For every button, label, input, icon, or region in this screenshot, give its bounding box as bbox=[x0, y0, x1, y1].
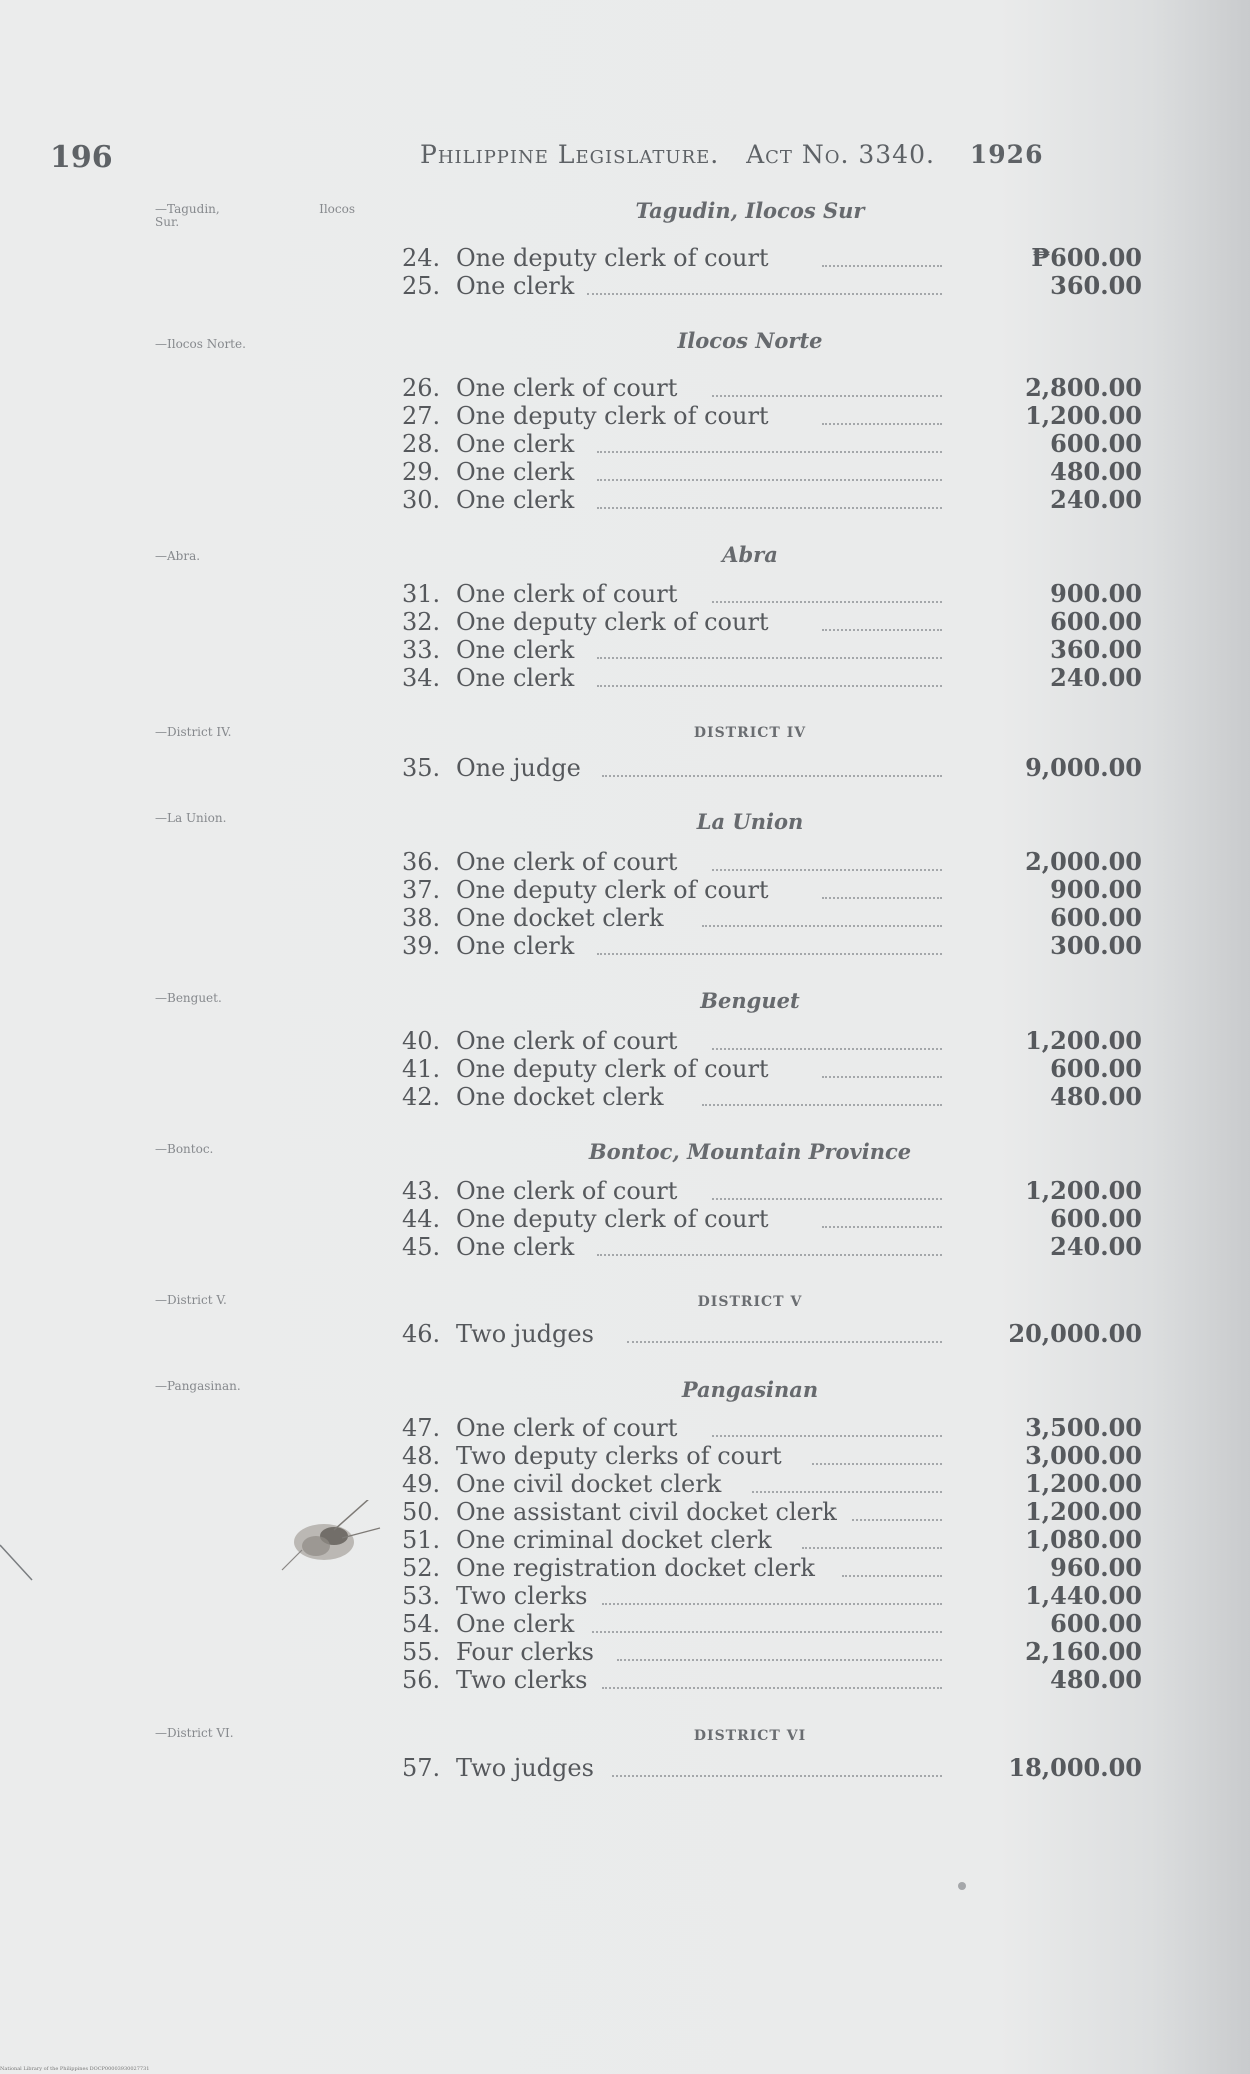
ink-spot bbox=[958, 1882, 966, 1890]
district-title-iv: DISTRICT IV bbox=[693, 725, 807, 741]
list-item: 54. One clerk 600.00 bbox=[402, 1609, 1142, 1638]
list-item: 52. One registration docket clerk 960.00 bbox=[402, 1553, 1142, 1582]
section-title-abra: Abra bbox=[722, 542, 778, 567]
district-title-vi: DISTRICT VI bbox=[693, 1728, 807, 1744]
margin-note-district-vi: —District VI. bbox=[155, 1726, 234, 1740]
insect-stain-icon bbox=[272, 1500, 382, 1580]
section-title-ilocos-norte: Ilocos Norte bbox=[677, 328, 823, 353]
edge-mark-icon bbox=[0, 1540, 40, 1590]
margin-note-tagudin-second: Sur. bbox=[155, 215, 180, 229]
section-title-tagudin: Tagudin, Ilocos Sur bbox=[635, 198, 865, 223]
list-item: 35. One judge 9,000.00 bbox=[402, 753, 1142, 782]
list-item: 25. One clerk 360.00 bbox=[402, 271, 1142, 300]
section-title-benguet: Benguet bbox=[700, 988, 800, 1013]
list-item: 41. One deputy clerk of court 600.00 bbox=[402, 1054, 1142, 1083]
list-item: 26. One clerk of court 2,800.00 bbox=[402, 373, 1142, 402]
district-title-v: DISTRICT V bbox=[697, 1294, 803, 1310]
list-item: 57. Two judges 18,000.00 bbox=[402, 1753, 1142, 1782]
margin-note-benguet: —Benguet. bbox=[155, 991, 222, 1005]
margin-note-la-union: —La Union. bbox=[155, 811, 227, 825]
running-head bbox=[420, 140, 1100, 169]
list-item: 30. One clerk 240.00 bbox=[402, 485, 1142, 514]
list-item: 33. One clerk 360.00 bbox=[402, 635, 1142, 664]
list-item: 42. One docket clerk 480.00 bbox=[402, 1082, 1142, 1111]
list-item: 43. One clerk of court 1,200.00 bbox=[402, 1176, 1142, 1205]
list-item: 39. One clerk 300.00 bbox=[402, 931, 1142, 960]
list-item: 27. One deputy clerk of court 1,200.00 bbox=[402, 401, 1142, 430]
list-item: 34. One clerk 240.00 bbox=[402, 663, 1142, 692]
margin-note-district-iv: —District IV. bbox=[155, 725, 232, 739]
margin-note-pangasinan: —Pangasinan. bbox=[155, 1379, 241, 1393]
list-item: 46. Two judges 20,000.00 bbox=[402, 1319, 1142, 1348]
margin-note-tagudin bbox=[155, 203, 355, 216]
list-item: 50. One assistant civil docket clerk 1,200.00 bbox=[402, 1497, 1142, 1526]
margin-note-abra: —Abra. bbox=[155, 549, 201, 563]
list-item: 28. One clerk 600.00 bbox=[402, 429, 1142, 458]
list-item: 47. One clerk of court 3,500.00 bbox=[402, 1413, 1142, 1442]
list-item: 36. One clerk of court 2,000.00 bbox=[402, 847, 1142, 876]
act-number: Act No. 3340. bbox=[746, 140, 935, 169]
list-item: 38. One docket clerk 600.00 bbox=[402, 903, 1142, 932]
list-item: 49. One civil docket clerk 1,200.00 bbox=[402, 1469, 1142, 1498]
list-item: 48. Two deputy clerks of court 3,000.00 bbox=[402, 1441, 1142, 1470]
list-item: 56. Two clerks 480.00 bbox=[402, 1665, 1142, 1694]
list-item: 37. One deputy clerk of court 900.00 bbox=[402, 875, 1142, 904]
list-item: 32. One deputy clerk of court 600.00 bbox=[402, 607, 1142, 636]
footer-source: National Library of the Philippines DOCP00003930027731 bbox=[0, 2066, 150, 2072]
section-title-bontoc: Bontoc, Mountain Province bbox=[588, 1139, 912, 1164]
margin-note-district-v: —District V. bbox=[155, 1293, 227, 1307]
list-item: 40. One clerk of court 1,200.00 bbox=[402, 1026, 1142, 1055]
list-item: 55. Four clerks 2,160.00 bbox=[402, 1637, 1142, 1666]
list-item: 31. One clerk of court 900.00 bbox=[402, 579, 1142, 608]
list-item: 51. One criminal docket clerk 1,080.00 bbox=[402, 1525, 1142, 1554]
section-title-pangasinan: Pangasinan bbox=[681, 1377, 819, 1402]
margin-note-ilocos-norte: —Ilocos Norte. bbox=[155, 337, 246, 351]
margin-note-tagudin-left: —Tagudin, bbox=[155, 202, 220, 216]
list-item: 44. One deputy clerk of court 600.00 bbox=[402, 1204, 1142, 1233]
list-item: 29. One clerk 480.00 bbox=[402, 457, 1142, 486]
section-title-la-union: La Union bbox=[696, 809, 804, 834]
margin-note-tagudin-right: Ilocos bbox=[319, 202, 355, 216]
list-item: 24. One deputy clerk of court ₱600.00 bbox=[402, 243, 1142, 272]
margin-note-bontoc: —Bontoc. bbox=[155, 1142, 214, 1156]
page-number: 196 bbox=[50, 140, 113, 175]
year: 1926 bbox=[969, 140, 1044, 169]
list-item: 45. One clerk 240.00 bbox=[402, 1232, 1142, 1261]
list-item: 53. Two clerks 1,440.00 bbox=[402, 1581, 1142, 1610]
legislature-title: Philippine Legislature. bbox=[420, 140, 720, 169]
